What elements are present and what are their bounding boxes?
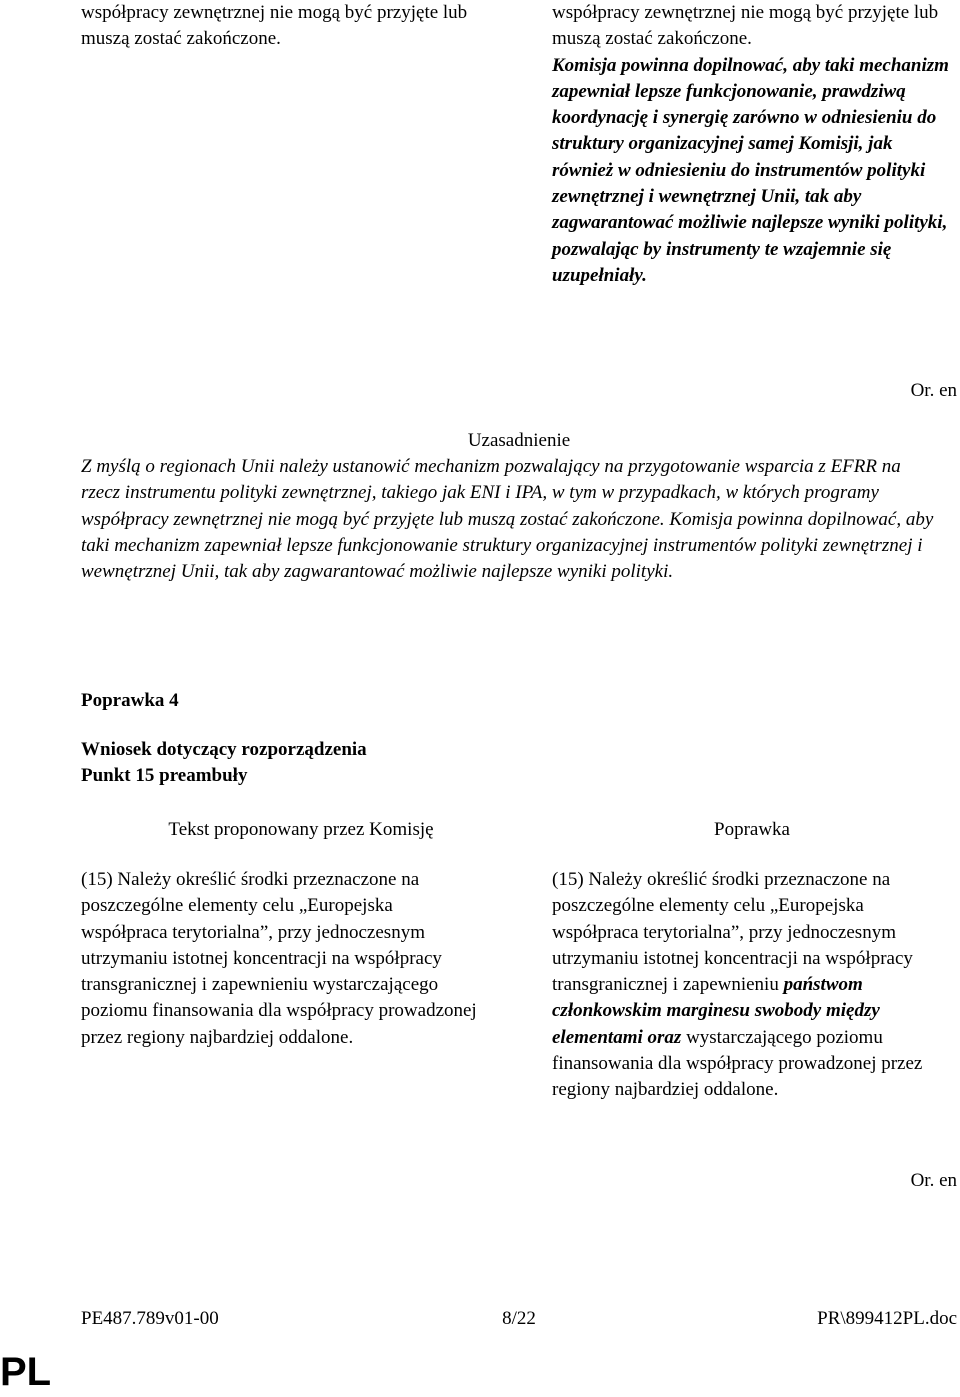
top-right-text-block bbox=[552, 0, 957, 289]
amendment-proposal: Wniosek dotyczący rozporządzenia bbox=[81, 739, 367, 760]
original-language-1: Or. en bbox=[910, 380, 957, 401]
amendment-text-body bbox=[552, 867, 952, 1104]
top-left-text: współpracy zewnętrznej nie mogą być przyjęte lub muszą zostać zakończone. bbox=[81, 2, 468, 50]
footer-file-name: PR\899412PL.doc bbox=[817, 1308, 957, 1329]
justification-text-1: Z myślą o regionach Unii należy ustanowić mechanizm pozwalający na przygotowanie wsparcia z EFRR na rzecz instrumentu polityki zewnętrznej, takiego jak ENI i IPA, w tym w przypadkach, w których programy współpracy zewnętrznej nie mogą być przyjęte lub muszą zostać zakończone. bbox=[81, 456, 901, 530]
top-right-text-plain: współpracy zewnętrznej nie mogą być przyjęte lub muszą zostać zakończone. bbox=[552, 2, 939, 50]
amendment-text-part-1: (15) Należy określić środki przeznaczone na poszczególne elementy celu „Europejska współpraca terytorialna”, przy jednoczesnym utrzymaniu istotnej koncentracji na współpracy transgranicznej i zapewnieniu bbox=[552, 869, 913, 996]
column-header-amendment: Poprawka bbox=[714, 819, 790, 840]
footer-language-code: PL bbox=[0, 1350, 52, 1394]
top-left-text-block bbox=[81, 0, 481, 53]
amendment-recital: Punkt 15 preambuły bbox=[81, 765, 248, 786]
original-language-2: Or. en bbox=[910, 1170, 957, 1191]
amendment-text bbox=[552, 867, 952, 1104]
column-header-commission: Tekst proponowany przez Komisję bbox=[168, 819, 434, 840]
amendment-text-bold: państwom członkowskim marginesu swobody między elementami oraz bbox=[552, 974, 880, 1048]
commission-text bbox=[81, 867, 481, 1051]
footer-doc-ref: PE487.789v01-00 bbox=[81, 1308, 219, 1329]
commission-text-body: (15) Należy określić środki przeznaczone na poszczególne elementy celu „Europejska współpraca terytorialna”, przy jednoczesnym utrzymaniu istotnej koncentracji na współpracy transgranicznej i zapewnieniu wystarczającego poziomu finansowania dla współpracy prowadzonej przez regiony najbardziej oddalone. bbox=[81, 869, 477, 1048]
justification-heading: Uzasadnienie bbox=[467, 430, 571, 451]
footer-page-number: 8/22 bbox=[502, 1308, 536, 1329]
justification-body bbox=[81, 454, 941, 585]
justification-text-2: Komisja powinna dopilnować, aby taki mechanizm zapewniał lepsze funkcjonowanie struktury organizacyjnej instrumentów polityki zewnętrznej i wewnętrznej Unii, tak aby zagwarantować możliwie najlepsze wyniki polityki. bbox=[81, 508, 934, 583]
top-right-text-bold: Komisja powinna dopilnować, aby taki mechanizm zapewniał lepsze funkcjonowanie, prawdziwą koordynację i synergię zarówno w odniesieniu do struktury organizacyjnej samej Komisji, jak również w odniesieniu do instrumentów polityki zewnętrznej i wewnętrznej Unii, tak aby zagwarantować możliwie najlepsze wyniki polityki, pozwalając by instrumenty te wzajemnie się uzupełniały. bbox=[552, 54, 949, 286]
amendment-title: Poprawka 4 bbox=[81, 690, 179, 711]
amendment-text-part-2: wystarczającego poziomu finansowania dla współpracy prowadzonej przez regiony najbardziej oddalone. bbox=[552, 1026, 923, 1101]
